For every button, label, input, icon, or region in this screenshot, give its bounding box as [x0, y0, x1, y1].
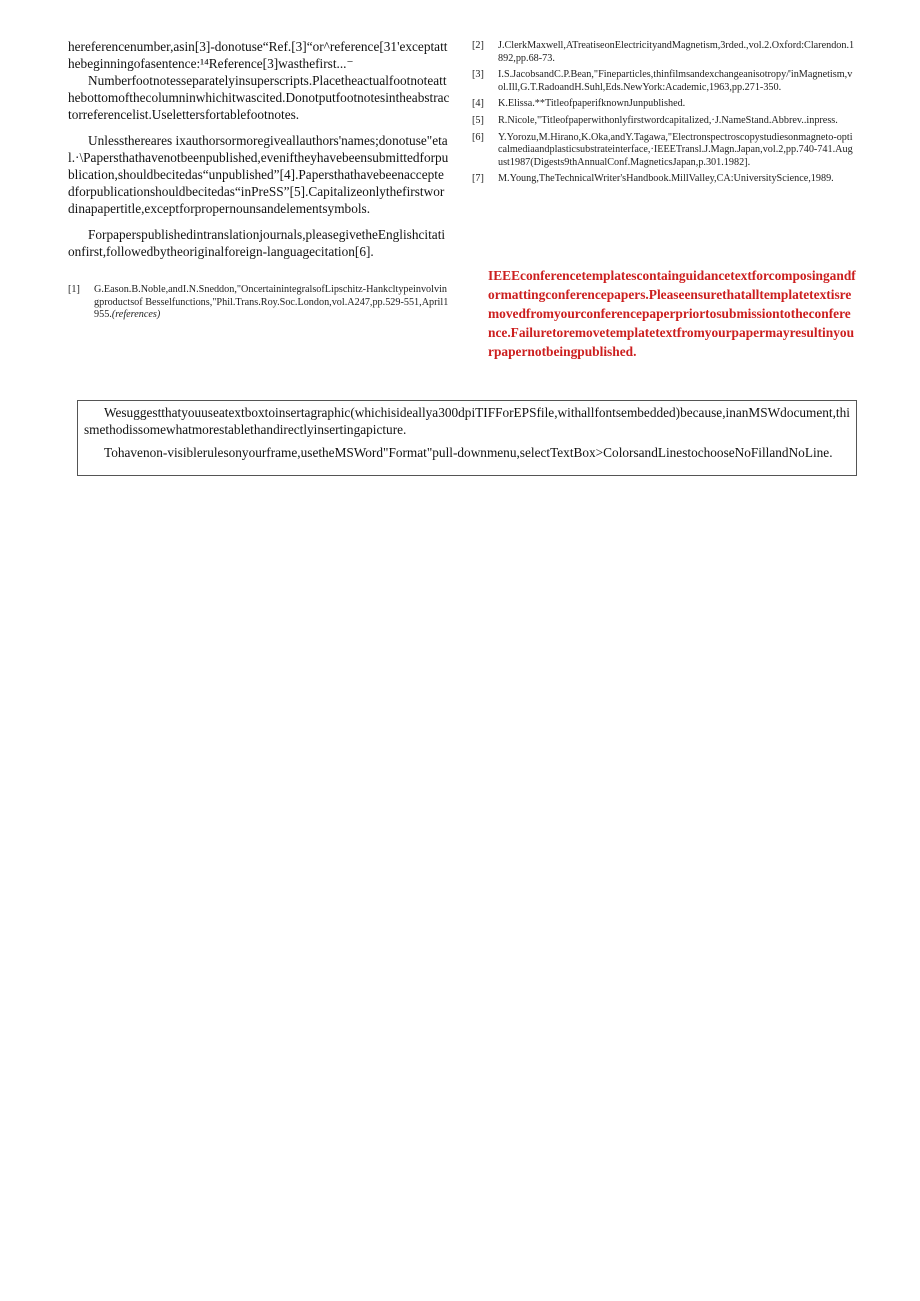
reference-item: [472, 173, 857, 186]
reference-list-right: [472, 40, 857, 186]
body-paragraph-footnotes: Numberfootnotesseparatelyinsuperscripts.Placetheactualfootnoteatthebottomofthecolumninwhichitwascited.Donotputfootnotesintheabstractorreferencelist.Uselettersfortablefootnotes.: [68, 73, 450, 122]
reference-text: G.Eason.B.Noble,andI.N.Sneddon,"OncertainintegralsofLipschitz-Hankcltypeinvolvingproductsof Besselfunctions,"Phil.Trans.Roy.Soc.London,vol.A247,pp.529-551,April1955.: [94, 284, 449, 321]
reference-list-left: [68, 284, 450, 322]
body-paragraph-authors: Unlessthereares ixauthorsormoregiveallauthors'names;donotuse"etal.·\Papersthathavenotbeenpublished,eveniftheyhavebeensubmittedforpublication,shouldbecitedas“unpublished”[4].Papersthathavebeenacceptedforpublicationshouldbecitedas“inPreSS”[5].Capitalizeonlythefirstwordinapapertitle,exceptforpropernounsandelementsymbols.: [68, 133, 449, 216]
reference-text: I.S.JacobsandC.P.Bean,"Fineparticles,thinfilmsandexchangeanisotropy/'inMagnetism,vol.Ill,G.T.RadoandH.Suhl,Eds.NewYork:Academic,1963,pp.271-350.: [498, 69, 853, 93]
reference-style-tag: (references): [111, 309, 161, 321]
reference-number: [6]: [472, 131, 484, 143]
body-paragraph-translation: Forpaperspublishedintranslationjournals,pleasegivetheEnglishcitationfirst,followedbytheoriginalforeign-languagecitation[6].: [68, 227, 446, 259]
reference-item: [472, 115, 857, 128]
reference-text: K.Elissa.**TitleofpaperifknownJunpublished.: [498, 98, 686, 110]
reference-number: [5]: [472, 114, 484, 126]
reference-number: [1]: [68, 284, 80, 295]
reference-text: R.Nicole,"Titleofpaperwithonlyfirstwordcapitalized,·J.NameStand.Abbrev..inpress.: [498, 114, 838, 126]
reference-text: Y.Yorozu,M.Hirano,K.Oka,andY.Tagawa,"Electronspectroscopystudiesonmagneto-opticalmediaandplasticsubstrateinterface,·IEEETransl.J.Magn.Japan,vol.2,pp.740-741.August1987(Digests9thAnnualConf.MagneticsJapan,p.301.1982].: [498, 131, 853, 168]
right-column: [472, 40, 857, 190]
reference-item: [472, 98, 857, 111]
frame-paragraph-graphic: Wesuggestthatyouuseatextboxtoinsertagraphic(whichisideallya300dpiTIFForEPSfile,withallfontsembedded)because,inanMSWdocument,thismethodissomewhatmorestablethandirectlyinsertingapicture.: [84, 405, 850, 437]
reference-number: [3]: [472, 69, 484, 81]
template-removal-notice: IEEEconferencetemplatescontainguidancetextforcomposingandformattingconferencepapers.Pleaseensurethatalltemplatetextisremovedfromyourconferencepaperpriortosubmissiontotheconference.Failuretoremovetemplatetextfromyourpapermayresultinyourpapernotbeingpublished.: [488, 268, 856, 359]
reference-text: J.ClerkMaxwell,ATreatiseonElectricityandMagnetism,3rded.,vol.2.Oxford:Clarendon.1892,pp.68-73.: [498, 40, 855, 64]
reference-item: [472, 40, 857, 65]
reference-item: [472, 132, 857, 170]
frame-paragraph-rules: Tohavenon-visiblerulesonyourframe,usetheMSWord"Format"pull-downmenu,selectTextBox>ColorsandLinestochooseNoFillandNoLine.: [104, 445, 833, 460]
left-column: [68, 38, 450, 326]
reference-text: M.Young,TheTechnicalWriter'sHandbook.MillValley,CA:UniversityScience,1989.: [498, 173, 834, 185]
body-paragraph-references-usage: hereferencenumber,asin[3]-donotuse“Ref.[3]“or^reference[31'exceptatthebeginningofasentence:¹⁴Reference[3]wasthefirst...⁻: [68, 39, 448, 71]
reference-number: [4]: [472, 98, 484, 110]
reference-item: [472, 69, 857, 94]
reference-number: [2]: [472, 40, 484, 51]
reference-number: [7]: [472, 173, 484, 185]
reference-item: [68, 284, 450, 322]
text-box-frame: [77, 400, 857, 476]
